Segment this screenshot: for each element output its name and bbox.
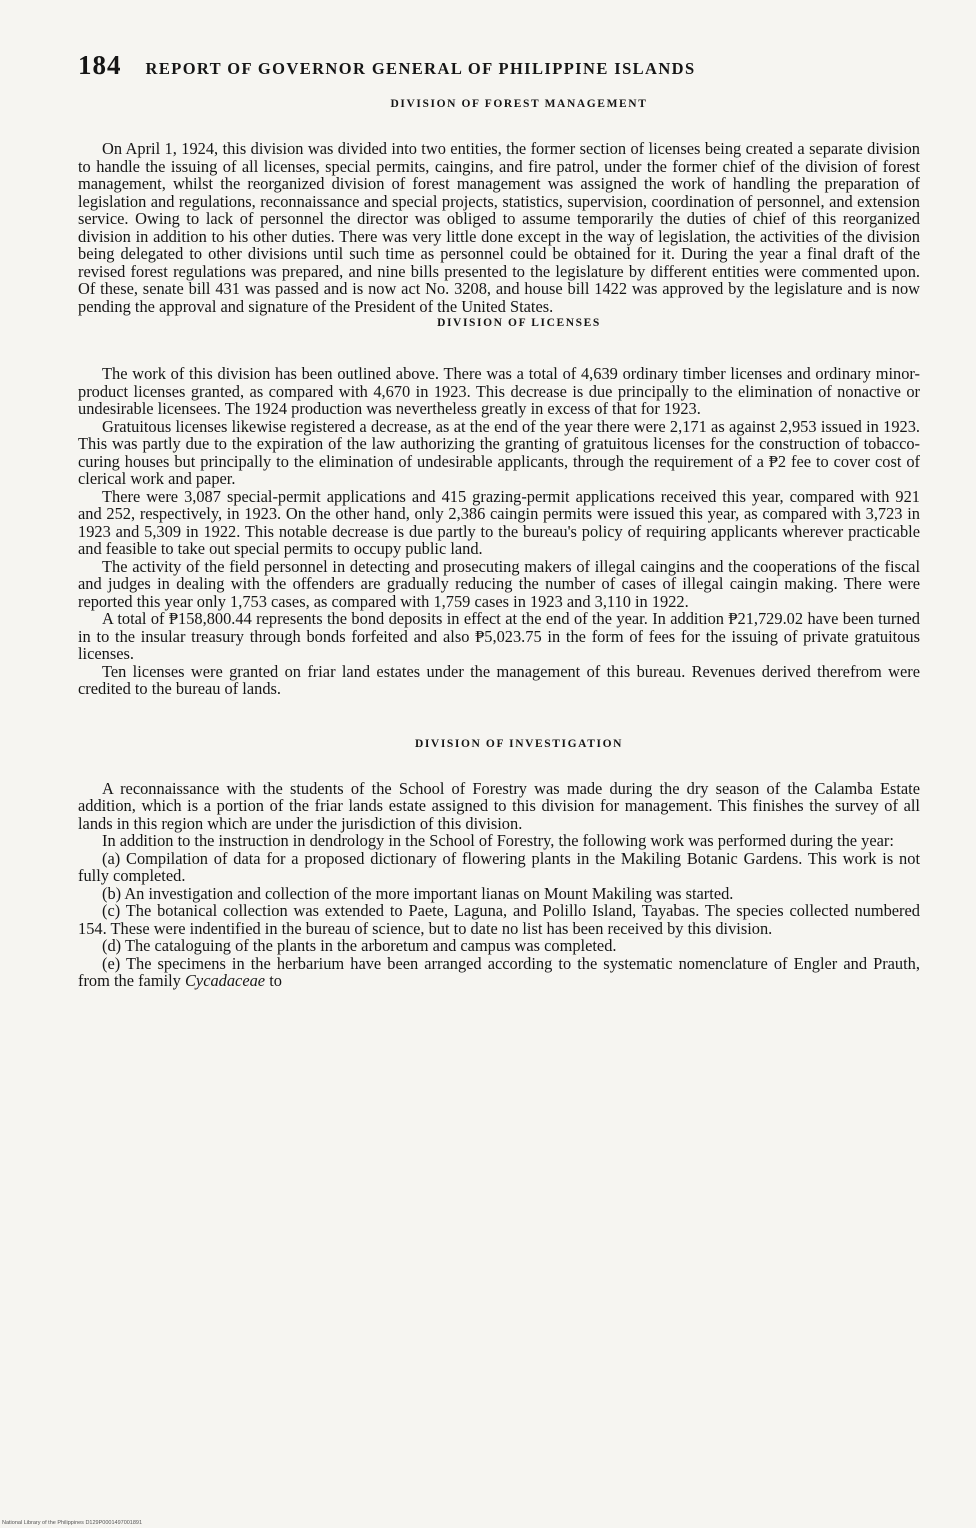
paragraph: Ten licenses were granted on friar land estates under the management of this bureau. Revenues derived therefrom were credited to the bureau of lands. [78,661,920,698]
section-heading: DIVISION OF LICENSES [437,317,601,329]
paragraph: Gratuitous licenses likewise registered a decrease, as at the end of the year there were 2,171 as against 2,953 issued in 1923. This was partly due to the expiration of the law authorizing the granting of gratuitous licenses for the construction of tobacco-curing houses but principally to the elimination of undesirable applicants, through the requirement of a ₱2 fee to cover cost of clerical work and paper. [78,416,920,488]
list-item [78,850,920,885]
item-marker: (d) [102,936,122,955]
section-investigation [78,738,920,990]
paragraph: There were 3,087 special-permit applications and 415 grazing-permit applications received this year, compared with 921 and 252, respectively, in 1923. On the other hand, only 2,386 caingin permits were issued this year, as compared with 3,723 in 1923 and 5,309 in 1922. This notable decrease is due partly to the bureau's policy of requiring applicants wherever practicable and feasible to take out special permits to occupy public land. [78,486,920,558]
running-head: REPORT OF GOVERNOR GENERAL OF PHILIPPINE ISLANDS [145,59,696,78]
item-marker: (b) [102,883,122,903]
list-item [78,885,920,903]
item-text: The botanical collection was extended to Paete, Laguna, and Polillo Island, Tayabas. The species collected numbered 154. These were indentified in the bureau of science, but to date no list has been received by this division. [78,901,920,938]
paragraph: A reconnaissance with the students of the School of Forestry was made during the dry season of the Calamba Estate addition, which is a portion of the friar lands estate assigned to this division for management. This finishes the survey of all lands in this region which are under the jurisdiction of this division. [78,778,920,833]
item-text: Compilation of data for a proposed dictionary of flowering plants in the Makiling Botanic Gardens. This work is not fully completed. [78,848,920,885]
section-heading: DIVISION OF FOREST MANAGEMENT [390,98,648,110]
item-text: The cataloguing of the plants in the arboretum and campus was completed. [124,936,617,955]
item-marker: (a) [102,848,121,868]
section-forest-management [78,98,920,315]
list-item [78,902,920,937]
paragraph: A total of ₱158,800.44 represents the bond deposits in effect at the end of the year. In addition ₱21,729.02 have been turned in to the insular treasury through bonds forfeited and also ₱5,023.75 in the form of fees for the issuing of private gratuitous licenses. [78,609,920,663]
page-body [78,98,920,990]
item-marker: (c) [102,901,121,920]
section-licenses [78,317,920,698]
item-text: The specimens in the herbarium have been arranged according to the systematic nomenclature of Engler and Prauth, from the family [78,953,920,990]
list-item [78,937,920,955]
item-italic: Cycadaceae [184,971,266,990]
page-number: 184 [78,50,122,80]
archive-credit: National Library of the Philippines D129P0001497001891 [2,1520,143,1526]
item-marker: (e) [102,953,121,973]
section-heading: DIVISION OF INVESTIGATION [414,737,624,750]
paragraph: The work of this division has been outlined above. There was a total of 4,639 ordinary timber licenses and ordinary minor-product licenses granted, as compared with 4,670 in 1923. This decrease is due principally to the elimination of nonactive or undesirable licensees. The 1924 production was nevertheless greatly in excess of that for 1923. [78,364,920,418]
paragraph: The activity of the field personnel in detecting and prosecuting makers of illegal caingins and the cooperations of the fiscal and judges in dealing with the offenders are gradually reducing the number of cases of illegal caingin making. There were reported this year only 1,753 cases, as compared with 1,759 cases in 1923 and 3,110 in 1922. [78,556,920,611]
paragraph: In addition to the instruction in dendrology in the School of Forestry, the following work was performed during the year: [102,831,894,850]
item-text: An investigation and collection of the more important lianas on Mount Makiling was started. [124,883,734,903]
item-tail: to [269,971,282,990]
paragraph: On April 1, 1924, this division was divided into two entities, the former section of licenses being created a separate division to handle the issuing of all licenses, special permits, caingins, and fire patrol, under the former chief of the division of forest management, whilst the reorganized division of forest management was assigned the work of handling the preparation of legislation and regulations, reconnaissance and special projects, statistics, supervision, coordination of personnel, and extension service. Owing to lack of personnel the director was obliged to assume temporarily the duties of chief of this reorganized division in addition to his other duties. There was very little done except in the way of legislation, the activities of the division being delegated to other divisions until such time as personnel could be obtained for it. During the year a final draft of the revised forest regulations was prepared, and nine bills presented to the legislature by different entities were commented upon. Of these, senate bill 431 was passed and is now act No. 3208, and house bill 1422 was approved by the legislature and is now pending the approval and signature of the President of the United States. [78,139,920,316]
list-item [78,955,920,990]
page-header [78,50,898,81]
